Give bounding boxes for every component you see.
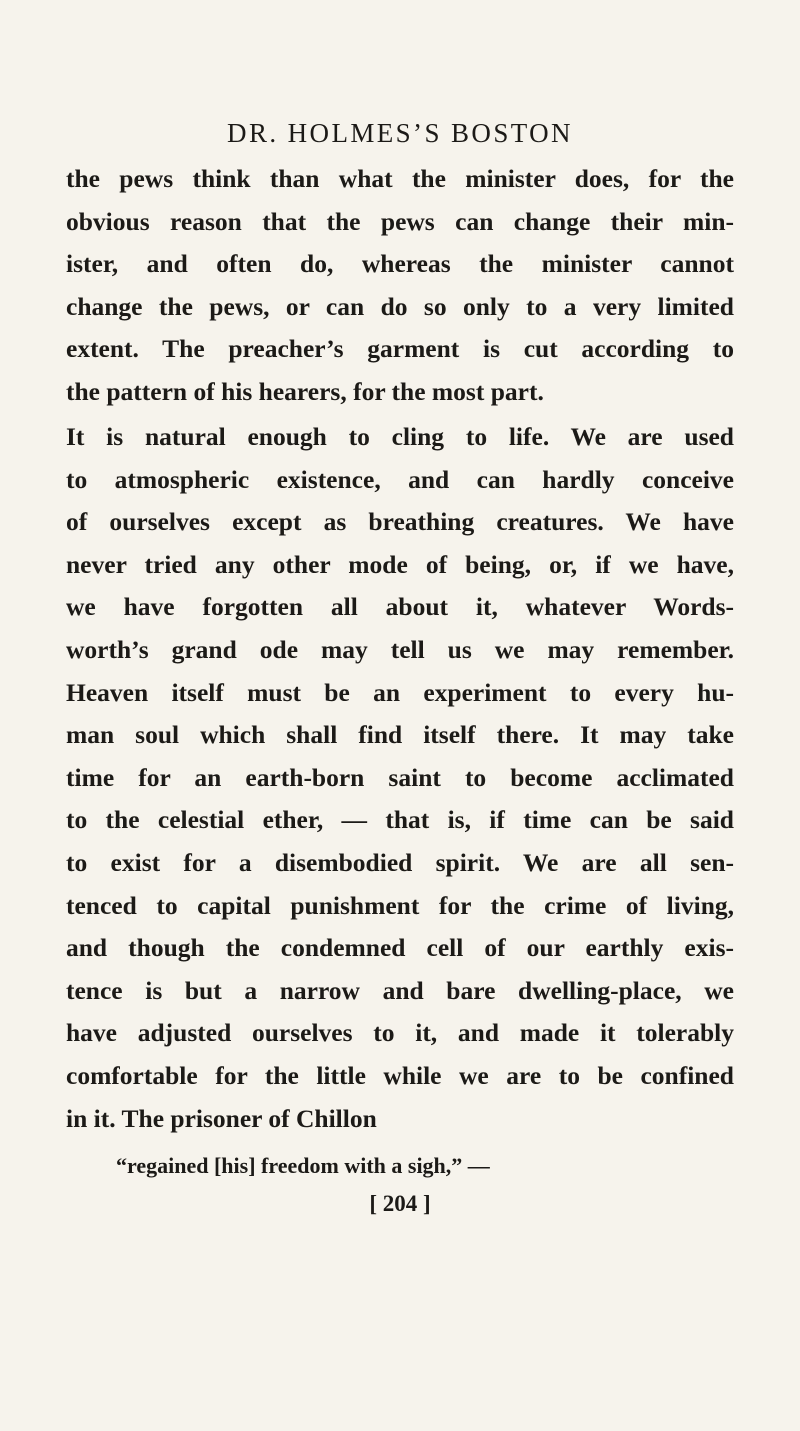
text-line: the pews think than what the minister does, for the — [66, 164, 734, 193]
text-line: and though the condemned cell of our earthly exis- — [66, 933, 734, 963]
text-line: to atmospheric existence, and can hardly conceive — [66, 464, 734, 494]
paragraph-2 — [66, 416, 734, 1140]
text-line: have adjusted ourselves to it, and made it tolerably — [66, 1018, 734, 1048]
running-head: DR. HOLMES’S BOSTON — [227, 118, 573, 148]
text-line: the pattern of his hearers, for the most part. — [66, 376, 544, 406]
text-line: extent. The preacher’s garment is cut according to — [66, 334, 734, 364]
text-line: tence is but a narrow and bare dwelling-place, we — [66, 975, 734, 1005]
paragraph-1 — [66, 158, 734, 414]
text-line: tenced to capital punishment for the crime of living, — [66, 890, 734, 920]
page-number: [ 204 ] — [369, 1191, 431, 1216]
text-line: change the pews, or can do so only to a very limited — [66, 291, 734, 321]
text-line: time for an earth-born saint to become acclimated — [66, 762, 734, 792]
text-line: we have forgotten all about it, whatever Words- — [66, 592, 734, 622]
block-quote: “regained [his] freedom with a sigh,” — — [116, 1153, 490, 1178]
text-line: ister, and often do, whereas the minister cannot — [66, 249, 734, 279]
text-line: Heaven itself must be an experiment to every hu- — [66, 677, 734, 707]
text-line: never tried any other mode of being, or, if we have, — [66, 549, 734, 579]
text-line: worth’s grand ode may tell us we may remember. — [66, 634, 734, 664]
text-line: man soul which shall find itself there. It may take — [66, 720, 734, 750]
text-line: obvious reason that the pews can change their min- — [66, 206, 734, 236]
text-line: to the celestial ether, — that is, if time can be said — [66, 805, 734, 835]
text-line: in it. The prisoner of Chillon — [66, 1103, 377, 1133]
text-line: It is natural enough to cling to life. We are used — [66, 422, 734, 451]
text-line: to exist for a disembodied spirit. We are all sen- — [66, 847, 734, 877]
text-line: of ourselves except as breathing creatures. We have — [66, 507, 734, 537]
text-line: comfortable for the little while we are to be confined — [66, 1060, 734, 1090]
